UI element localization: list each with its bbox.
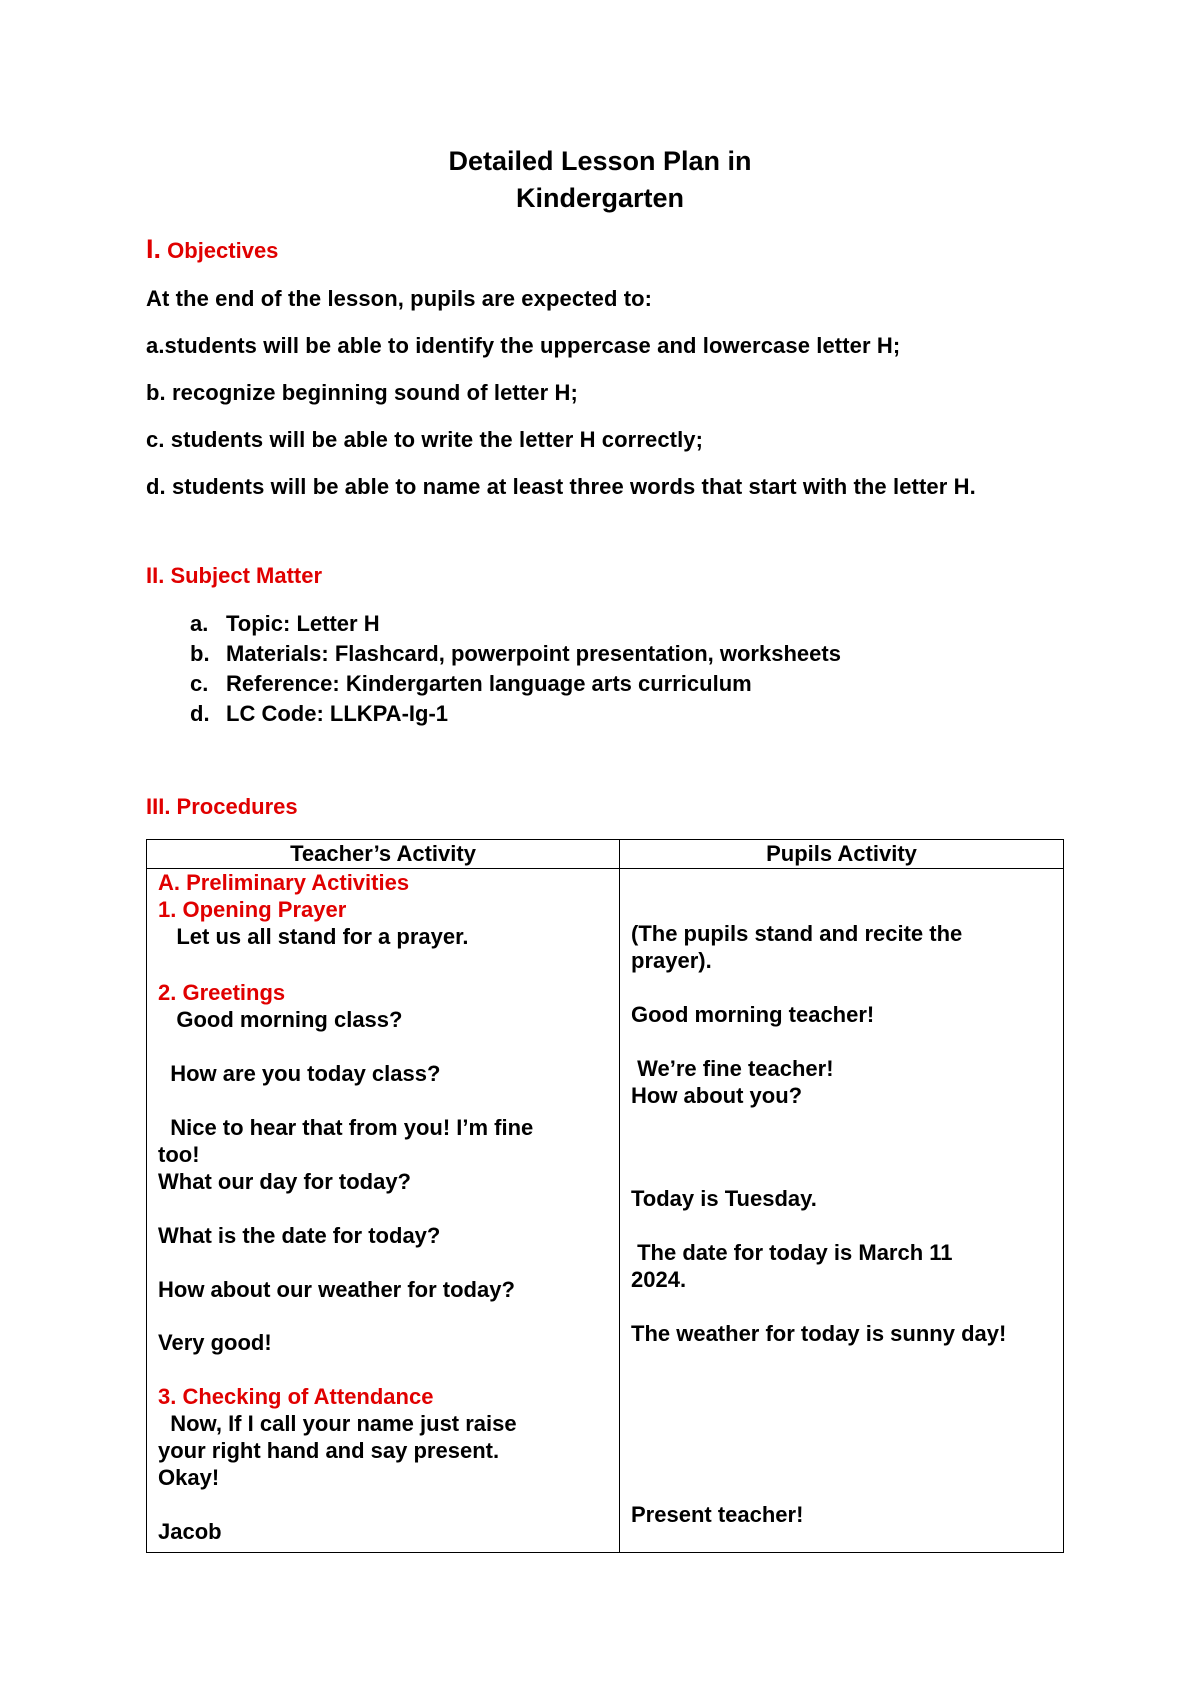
list-marker: c. [190,671,209,696]
list-item-text: Topic: Letter H [226,611,380,636]
procedures-heading: III. Procedures [146,794,298,819]
list-item-text: Materials: Flashcard, powerpoint presentation, worksheets [226,641,841,666]
greetings-heading: 2. Greetings [158,980,286,1005]
attendance-heading: 3. Checking of Attendance [158,1384,434,1409]
pupil-line: We’re fine teacher! [631,1056,834,1081]
objectives-numeral: I. [146,234,162,264]
objectives-heading-text: Objectives [167,238,279,263]
list-marker: d. [190,701,210,726]
teacher-line: Now, If I call your name just raise [158,1411,517,1436]
teacher-activity-cell [147,869,620,1553]
teacher-line: your right hand and say present. [158,1438,500,1463]
teacher-line: Okay! [158,1465,220,1490]
teacher-line: How are you today class? [158,1061,441,1086]
teacher-line: What our day for today? [158,1169,411,1194]
teacher-line: Good morning class? [158,1007,403,1032]
pupil-line: 2024. [631,1267,687,1292]
teacher-line: What is the date for today? [158,1223,441,1248]
document-title-line-1: Detailed Lesson Plan in [448,146,752,176]
teacher-activity-header: Teacher’s Activity [147,840,620,869]
objective-item-b: b. recognize beginning sound of letter H; [146,380,578,405]
pupil-line: The weather for today is sunny day! [631,1321,1007,1346]
subject-matter-item [190,639,841,669]
document-title-line-2: Kindergarten [515,183,685,213]
objectives-heading [146,234,278,265]
teacher-line: Very good! [158,1330,272,1355]
subject-matter-item [190,669,841,699]
list-item-text: Reference: Kindergarten language arts curriculum [226,671,752,696]
subject-matter-item [190,699,841,729]
teacher-line: How about our weather for today? [158,1277,515,1302]
subject-matter-list [190,609,841,729]
procedures-table [146,839,1064,1553]
teacher-line: too! [158,1142,200,1167]
pupil-line: How about you? [631,1083,803,1108]
pupils-activity-header: Pupils Activity [620,840,1064,869]
pupil-line: Today is Tuesday. [631,1186,817,1211]
objectives-intro: At the end of the lesson, pupils are expected to: [146,286,653,311]
opening-prayer-heading: 1. Opening Prayer [158,897,347,922]
list-item-text: LC Code: LLKPA-Ig-1 [226,701,449,726]
list-marker: b. [190,641,210,666]
pupil-line: Good morning teacher! [631,1002,875,1027]
teacher-line: Let us all stand for a prayer. [158,924,469,949]
pupil-line: prayer). [631,948,712,973]
pupil-line: The date for today is March 11 [631,1240,953,1265]
subject-matter-heading: II. Subject Matter [146,563,323,588]
pupils-activity-cell [620,869,1064,1553]
preliminary-activities-heading: A. Preliminary Activities [158,870,410,895]
pupil-line: Present teacher! [631,1502,804,1527]
objective-item-a: a.students will be able to identify the uppercase and lowercase letter H; [146,333,901,358]
teacher-line: Jacob [158,1519,222,1544]
objective-item-c: c. students will be able to write the letter H correctly; [146,427,704,452]
pupil-line: (The pupils stand and recite the [631,921,963,946]
list-marker: a. [190,611,209,636]
objective-item-d: d. students will be able to name at least three words that start with the letter H. [146,474,976,499]
subject-matter-item [190,609,841,639]
teacher-line: Nice to hear that from you! I’m fine [158,1115,534,1140]
